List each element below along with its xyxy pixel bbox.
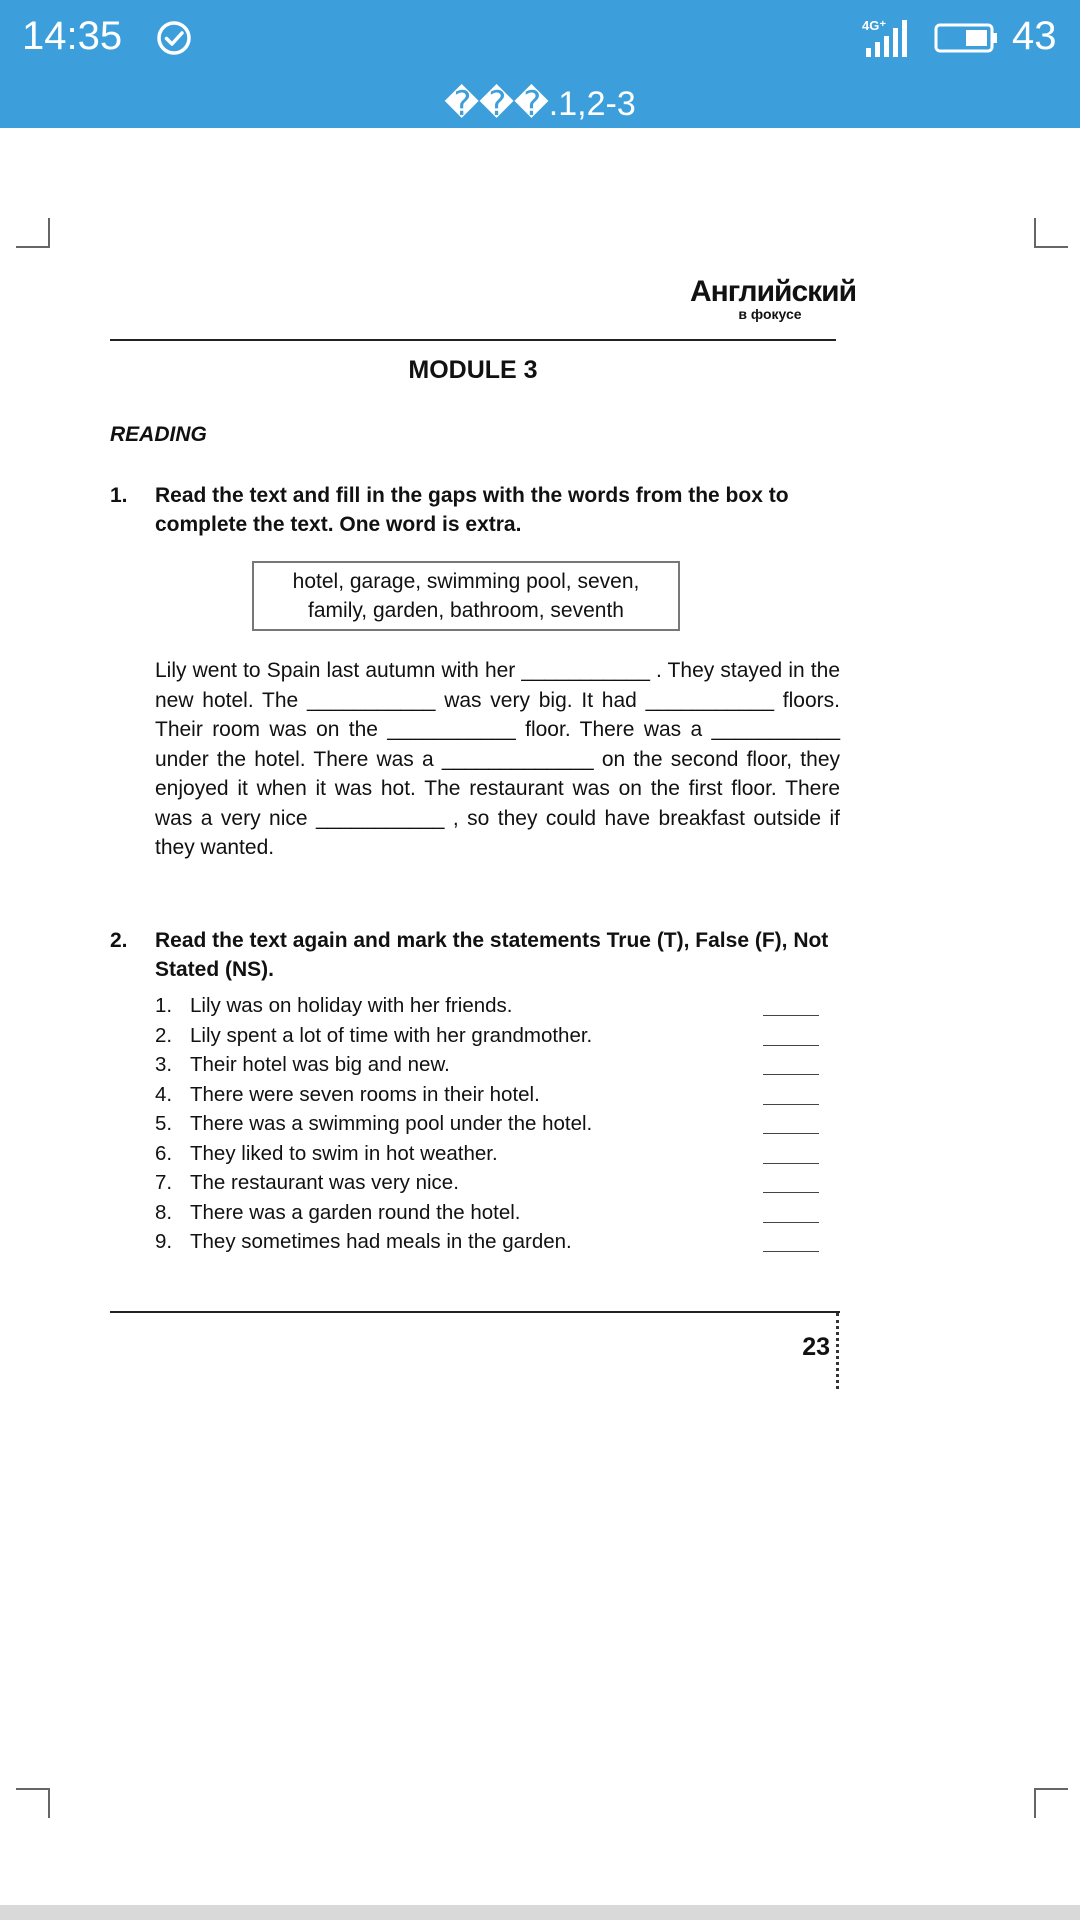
task-1-instruction xyxy=(110,481,840,539)
task-2-number: 2. xyxy=(110,929,128,952)
word-box-line-2: family, garden, bathroom, seventh xyxy=(308,599,624,622)
crop-mark-top-right xyxy=(1034,218,1068,248)
status-time: 14:35 xyxy=(22,14,123,58)
textbook-logo xyxy=(690,275,857,322)
dotted-edge xyxy=(836,1313,839,1389)
task-2-text: Read the text again and mark the statements True (T), False (F), Not Stated (NS). xyxy=(155,929,829,981)
crop-mark-bottom-left xyxy=(16,1788,50,1818)
statement-item: 3. Their hotel was big and new. xyxy=(155,1050,825,1080)
network-type: 4G⁺ xyxy=(862,18,887,33)
answer-blank xyxy=(763,1233,819,1252)
statement-list xyxy=(155,991,825,1257)
answer-blank xyxy=(763,1056,819,1075)
answer-blank xyxy=(763,997,819,1016)
answer-blank xyxy=(763,1204,819,1223)
statement-item: 1. Lily was on holiday with her friends. xyxy=(155,991,825,1021)
statement-item: 9. They sometimes had meals in the garden. xyxy=(155,1227,825,1257)
battery-icon xyxy=(934,23,998,53)
reading-passage: Lily went to Spain last autumn with her ___________ . They stayed in the new hotel. The ___________ was very big. It had ___________ floors. Their room was on the ___________ floor. There was a ___________ under the hotel. There was a _____________ on the second floor, they enjoyed it when it was hot. The restaurant was on the first floor. There was a very nice ___________ , so they could have breakfast outside if they wanted. xyxy=(155,659,840,859)
logo-main-text: Английский xyxy=(690,275,857,308)
page-number: 23 xyxy=(802,1333,830,1361)
answer-blank xyxy=(763,1174,819,1193)
answer-blank xyxy=(763,1115,819,1134)
statement-item: 6. They liked to swim in hot weather. xyxy=(155,1139,825,1169)
document-title: ���.1,2-3 xyxy=(444,85,636,123)
statement-item: 7. The restaurant was very nice. xyxy=(155,1168,825,1198)
header-rule xyxy=(110,339,836,341)
task-1-number: 1. xyxy=(110,484,128,507)
word-box xyxy=(252,561,680,631)
word-box-line-1: hotel, garage, swimming pool, seven, xyxy=(292,570,640,593)
statement-item: 2. Lily spent a lot of time with her grandmother. xyxy=(155,1021,825,1051)
title-bar xyxy=(0,0,1080,128)
task-2-instruction xyxy=(110,926,840,984)
answer-blank xyxy=(763,1145,819,1164)
check-circle-icon xyxy=(156,20,192,56)
task-1-text: Read the text and fill in the gaps with the words from the box to complete the text. One word is extra. xyxy=(155,484,789,536)
crop-mark-top-left xyxy=(16,218,50,248)
section-heading: READING xyxy=(110,423,207,446)
module-title: MODULE 3 xyxy=(408,356,538,384)
statement-item: 4. There were seven rooms in their hotel. xyxy=(155,1080,825,1110)
footer-rule xyxy=(110,1311,840,1313)
signal-icon xyxy=(860,16,914,58)
statement-item: 8. There was a garden round the hotel. xyxy=(155,1198,825,1228)
crop-mark-bottom-right xyxy=(1034,1788,1068,1818)
answer-blank xyxy=(763,1086,819,1105)
statement-item: 5. There was a swimming pool under the hotel. xyxy=(155,1109,825,1139)
battery-level: 43 xyxy=(1012,14,1057,58)
answer-blank xyxy=(763,1027,819,1046)
bottom-scroll-area[interactable] xyxy=(0,1905,1080,1920)
logo-sub-text: в фокусе xyxy=(738,306,802,322)
